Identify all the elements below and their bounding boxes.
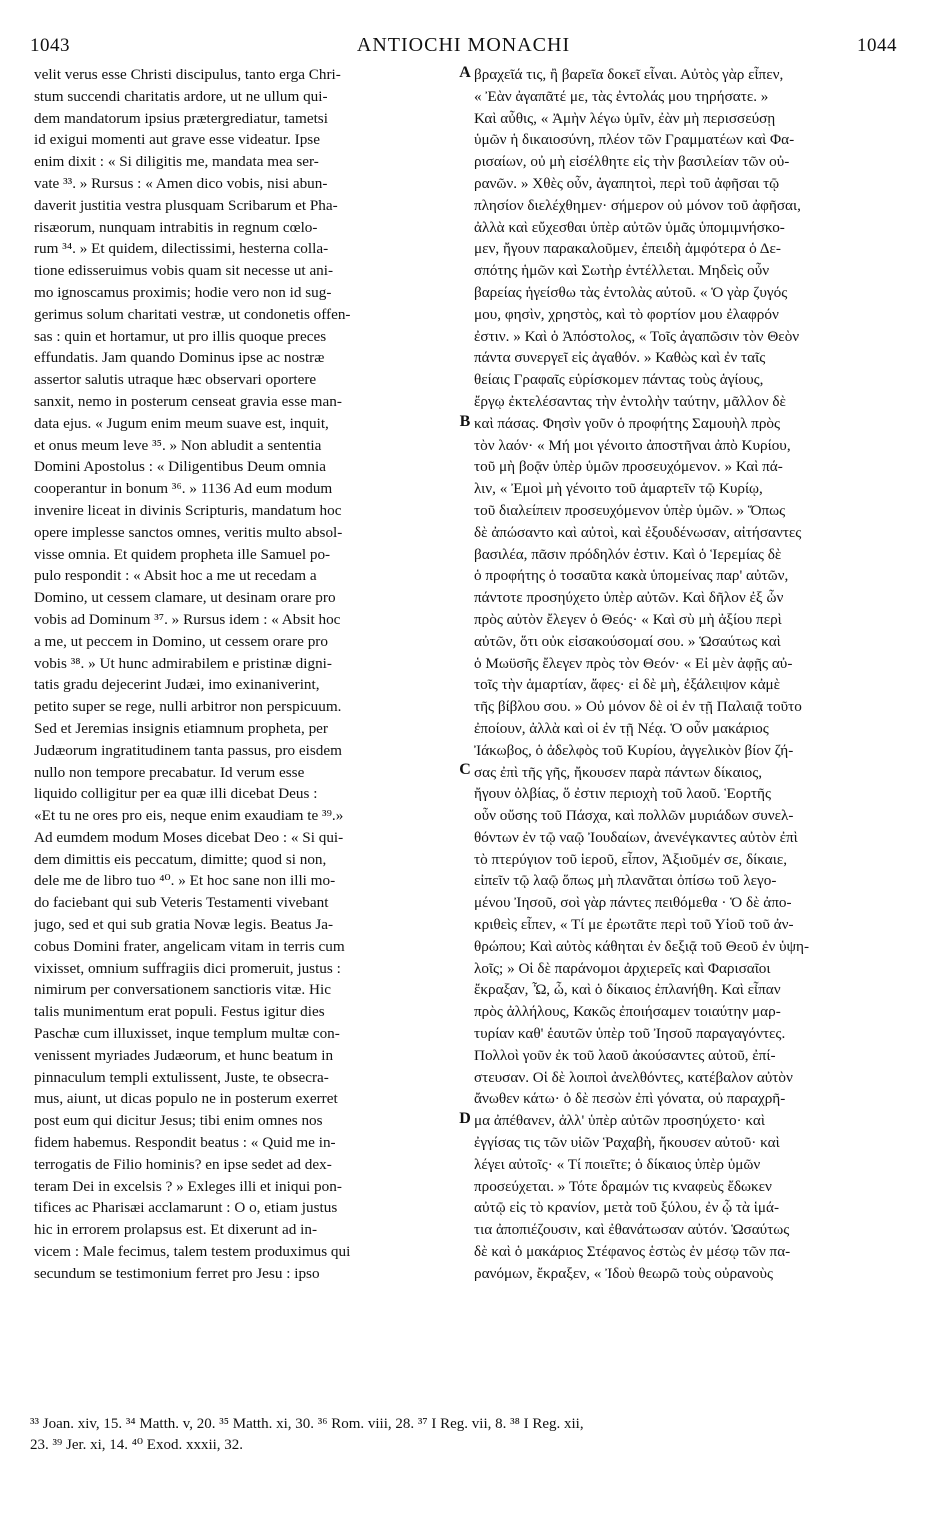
latin-text-line: sas : quin et hortamur, ut pro illis quoque preces (34, 327, 327, 345)
latin-text-line: mus, aiunt, ut dicas populo ne in posterum exerret (34, 1090, 338, 1108)
latin-text-line: Judæorum ingratitudinem tanta passus, pro eisdem (34, 741, 342, 759)
latin-text-line: pinnaculum templi extulissent, Juste, te obsecra- (34, 1068, 329, 1086)
greek-text-line: ἤγουν ὀλβίας, ὅ ἐστιν περιοχὴ τοῦ λαοῦ. Ἑορτῆς (474, 785, 771, 803)
latin-text-line: secundum se testimonium ferret pro Jesu : ipso (34, 1264, 320, 1282)
footnote-line: ³³ Joan. xiv, 15. ³⁴ Matth. v, 20. ³⁵ Matth. xi, 30. ³⁶ Rom. viii, 28. ³⁷ I Reg. vii, 8. ³⁸ I Reg. xii, (30, 1416, 584, 1432)
greek-text-line: ἐποίουν, ἀλλὰ καὶ οἱ ἐν τῇ Νέᾳ. Ὁ οὖν μακάριος (474, 719, 769, 737)
greek-text-line: καὶ πάσας. Φησὶν γοῦν ὁ προφήτης Σαμουὴλ πρὸς (474, 414, 781, 432)
latin-text-line: talis munimentum erat populi. Festus igitur dies (34, 1003, 325, 1021)
latin-text-line: nullo non tempore precabatur. Id verum esse (34, 763, 305, 781)
greek-text-line: μένου Ἰησοῦ, σοὶ γὰρ πάντες πειθόμεθα · Ὁ δὲ ἀπο- (474, 894, 792, 912)
greek-text-line: « Ἐὰν ἀγαπᾶτέ με, τὰς ἐντολάς μου τηρήσατε. » (474, 87, 769, 105)
greek-text-line: ὁ προφήτης ὁ τοσαῦτα κακὰ ὑπομείνας παρ' αὐτῶν, (474, 567, 789, 585)
greek-text-line: λοῖς; » Οἱ δὲ παράνομοι ἀρχιερεῖς καὶ Φαρισαῖοι (474, 959, 771, 977)
latin-text-line: Sed et Jeremias insignis etiamnum propheta, per (34, 719, 328, 737)
latin-text-line: a me, ut peccem in Domino, ut cessem orare pro (34, 632, 328, 650)
latin-text-line: assertor salutis utraque hæc observari oportere (34, 371, 317, 389)
margin-marker-a: A (459, 64, 471, 81)
latin-text-line: liquido colligitur per ea quæ illi dicebat Deus : (34, 785, 318, 803)
margin-marker-c: C (459, 761, 471, 778)
latin-text-line: tifices ac Pharisæi acclamarunt : O o, etiam justus (34, 1199, 338, 1217)
latin-text-line: Ad eumdem modum Moses dicebat Deo : « Si qui- (34, 828, 344, 846)
running-header (30, 34, 897, 62)
latin-text-line: visse omnia. Et quidem propheta ille Samuel po- (34, 545, 331, 563)
latin-text-line: vicem : Male fecimus, talem testem produximus qui (34, 1243, 351, 1261)
latin-text-line: «Et tu ne ores pro eis, neque enim exaudiam te ³⁹.» (34, 807, 344, 825)
latin-text-line: daverit justitia vestra plusquam Scribarum et Pha- (34, 196, 338, 214)
greek-text-line: λιν, « Ἐμοὶ μὴ γένοιτο τοῦ ἁμαρτεῖν τῷ Κυρίῳ, (474, 480, 763, 498)
latin-text-line: vobis ad Dominum ³⁷. » Rursus idem : « Absit hoc (34, 610, 341, 628)
greek-text-line: ἐγγίσας τις τῶν υἱῶν Ῥαχαβὴ, ἤκουσεν αὐτοῦ· καὶ (474, 1134, 780, 1152)
margin-marker-d: D (459, 1110, 471, 1127)
greek-text-line: προσεύχεται. » Τότε δραμών τις κναφεὺς ἔδωκεν (474, 1177, 772, 1195)
latin-text-line: gerimus solum charitati vestræ, ut condonetis offen- (34, 305, 351, 323)
greek-text-line: θόντων ἐν τῷ ναῷ Ἰουδαίων, ἀνενέγκαντες αὐτὸν ἐπὶ (474, 828, 798, 846)
latin-text-line: post eum qui dicitur Jesus; tibi enim omnes nos (34, 1112, 323, 1130)
greek-text-line: τοῖς τὴν ἁμαρτίαν, ἄφες· εἰ δὲ μὴ, ἐξάλειψον κἀμὲ (474, 676, 781, 694)
latin-text-line: mo ignoscamus proximis; hodie vero non id sug- (34, 283, 332, 301)
greek-column (474, 64, 904, 1394)
latin-text-line: vixisset, omnium suffragiis dici promeruit, justus : (34, 959, 341, 977)
greek-text-line: λέγει αὐτοῖς· « Τί ποιεῖτε; ὁ δίκαιος ὑπὲρ ὑμῶν (474, 1155, 761, 1173)
latin-text-line: invenire liceat in divinis Scripturis, mandatum hoc (34, 501, 342, 519)
page-number-left: 1043 (30, 35, 70, 56)
footnotes (30, 1414, 897, 1456)
greek-text-line: βαρείας ἡγείσθω τὰς ἐντολὰς αὐτοῦ. « Ὁ γὰρ ζυγός (474, 283, 788, 301)
greek-text-line: οὖν οὔσης τοῦ Πάσχα, καὶ πολλῶν μυριάδων συνελ- (474, 807, 794, 825)
greek-text-line: σας ἐπὶ τῆς γῆς, ἤκουσεν παρὰ πάντων δίκαιος, (474, 763, 763, 781)
greek-text-line: τῆς βίβλου σου. » Οὐ μόνον δὲ οἱ ἐν τῇ Παλαιᾷ τοῦτο (474, 698, 802, 716)
latin-text-line: stum succendi charitatis ardore, ut ne ullum qui- (34, 87, 328, 105)
latin-text-line: do faciebant qui sub Veteris Testamenti vivebant (34, 894, 329, 912)
greek-text-line: Καὶ αὖθις, « Ἀμὴν λέγω ὑμῖν, ἐὰν μὴ περισσεύσῃ (474, 109, 776, 127)
greek-text-line: στευσαν. Οἱ δὲ λοιποὶ ἀνελθόντες, κατέβαλον αὐτὸν (474, 1068, 793, 1086)
latin-text-line: hic in errorem prolapsus est. Et dixerunt ad in- (34, 1221, 318, 1239)
greek-text-line: ἔργῳ ἐκτελέσαντας τὴν ἐντολὴν ταύτην, μᾶλλον δὲ (474, 392, 786, 410)
greek-text-line: εἰπεῖν τῷ λαῷ ὅπως μὴ πλανᾶται ὀπίσω τοῦ λεγο- (474, 872, 777, 890)
latin-text-line: et onus meum leve ³⁵. » Non abludit a sententia (34, 436, 322, 454)
latin-column (34, 64, 456, 1394)
latin-text-line: rum ³⁴. » Et quidem, dilectissimi, hesterna colla- (34, 240, 329, 258)
latin-text-line: effundatis. Jam quando Dominus ipse ac nostræ (34, 349, 325, 367)
greek-text-line: πλησίον διελέχθημεν· σήμερον οὐ μόνον τοῦ ἀφῆσαι, (474, 196, 801, 214)
greek-text-line: θρώπου; Καὶ αὐτὸς κάθηται ἐν δεξιᾷ τοῦ Θεοῦ ἐν ὑψη- (474, 937, 810, 955)
latin-text-line: opere implesse sanctos omnes, veritis multo absol- (34, 523, 343, 541)
greek-text-line: δὲ ἀπώσαντο καὶ αὐτοὶ, καὶ ἐξουδένωσαν, αἰτήσαντες (474, 523, 802, 541)
latin-text-line: dem dimittis eis peccatum, dimitte; quod si non, (34, 850, 327, 868)
latin-text-line: id exigui momenti aut grave esse videatur. Ipse (34, 131, 320, 149)
greek-text-line: Ἰάκωβος, ὁ ἀδελφὸς τοῦ Κυρίου, ἀγγελικὸν βίον ζή- (474, 741, 794, 759)
latin-text-line: terrogatis de Filio hominis? en ipse sedet ad dex- (34, 1155, 332, 1173)
greek-text-line: τὸν λαόν· « Μή μοι γένοιτο ἀποστῆναι ἀπὸ Κυρίου, (474, 436, 791, 454)
latin-text-line: risæorum, nunquam intrabitis in regnum cœlo- (34, 218, 318, 236)
greek-text-line: ὁ Μωϋσῆς ἔλεγεν πρὸς τὸν Θεόν· « Εἰ μὲν ἀφῇς αὐ- (474, 654, 793, 672)
margin-marker-b: B (459, 413, 471, 430)
greek-text-line: πάντοτε προσηύχετο ὑπὲρ αὐτῶν. Καὶ δῆλον ἐξ ὧν (474, 589, 784, 607)
greek-text-line: ρανῶν. » Χθὲς οὖν, ἀγαπητοὶ, περὶ τοῦ ἀφῆσαι τῷ (474, 174, 780, 192)
greek-text-line: πάντα συνεργεῖ εἰς ἀγαθόν. » Καθὼς καὶ ἐν ταῖς (474, 349, 766, 367)
footnote-line: 23. ³⁹ Jer. xi, 14. ⁴⁰ Exod. xxxii, 32. (30, 1437, 244, 1453)
greek-text-line: τοῦ διαλείπειν προσευχόμενον ὑπὲρ ὑμῶν. » Ὅπως (474, 501, 786, 519)
latin-text-line: enim dixit : « Si diligitis me, mandata mea ser- (34, 153, 319, 171)
greek-text-line: ἔκραξαν, Ὦ, ὦ, καὶ ὁ δίκαιος ἐπλανήθη. Καὶ εἶπαν (474, 981, 781, 999)
greek-text-line: πρὸς ἀλλήλους, Κακῶς ἐποιήσαμεν τοιαύτην μαρ- (474, 1003, 781, 1021)
greek-text-line: αὐτῷ εἰς τὸ κρανίον, μετὰ τοῦ ξύλου, ἐν ᾧ τὰ ἱμά- (474, 1199, 780, 1217)
greek-text-line: τια ἀποπιέζουσιν, καὶ ἐθανάτωσαν αὐτόν. Ὡσαύτως (474, 1221, 790, 1239)
latin-text-line: dem mandatorum ipsius prætergrediatur, tametsi (34, 109, 328, 127)
greek-text-line: τὸ πτερύγιον τοῦ ἱεροῦ, εἶπον, Ἀξιοῦμέν σε, δίκαιε, (474, 850, 788, 868)
greek-text-line: Πολλοὶ γοῦν ἐκ τοῦ λαοῦ ἀκούσαντες αὐτοῦ, ἐπί- (474, 1046, 776, 1064)
greek-text-line: ἀλλὰ καὶ εὔχεσθαι ὑπὲρ αὐτῶν ὑμᾶς ὑπομιμνήσκο- (474, 218, 785, 236)
greek-text-line: ὑμῶν ἡ δικαιοσύνη, πλέον τῶν Γραμματέων καὶ Φα- (474, 131, 795, 149)
latin-text-line: sanxit, nemo in posterum censeat gravia esse man- (34, 392, 342, 410)
latin-text-line: pulo respondit : « Absit hoc a me ut recedam a (34, 567, 317, 585)
latin-text-line: jugo, sed et qui sub gratia Novæ legis. Beatus Ja- (34, 916, 334, 934)
greek-text-line: σπότης ἡμῶν καὶ Σωτὴρ ἐντέλλεται. Μηδεὶς οὖν (474, 262, 770, 280)
latin-text-line: Domini Apostolus : « Diligentibus Deum omnia (34, 458, 326, 476)
greek-text-line: ἐστιν. » Καὶ ὁ Ἀπόστολος, « Τοῖς ἀγαπῶσιν τὸν Θεὸν (474, 327, 800, 345)
greek-text-line: κριθεὶς εἶπεν, « Τί με ἐρωτᾶτε περὶ τοῦ Υἱοῦ τοῦ ἀν- (474, 916, 794, 934)
latin-text-line: data ejus. « Jugum enim meum suave est, inquit, (34, 414, 329, 432)
greek-text-line: μα ἀπέθανεν, ἀλλ' ὑπὲρ αὐτῶν προσηύχετο· καὶ (474, 1112, 765, 1130)
latin-text-line: tione edisseruimus vobis quam sit necesse ut ani- (34, 262, 334, 280)
greek-text-line: βασιλέα, πᾶσιν πρόδηλόν ἐστιν. Καὶ ὁ Ἱερεμίας δὲ (474, 545, 782, 563)
running-title: ANTIOCHI MONACHI (356, 34, 571, 56)
greek-text-line: βραχεῖά τις, ἢ βαρεῖα δοκεῖ εἶναι. Αὐτὸς γὰρ εἶπεν, (474, 66, 784, 83)
greek-text-line: δὲ καὶ ὁ μακάριος Στέφανος ἑστὼς ἐν μέσῳ τῶν πα- (474, 1243, 791, 1261)
greek-text-line: ρισαίων, οὐ μὴ εἰσέλθητε εἰς τὴν βασιλείαν τῶν οὐ- (474, 153, 790, 171)
greek-text-line: ρανόμων, ἔκραξεν, « Ἰδοὺ θεωρῶ τοὺς οὐρανοὺς (474, 1264, 774, 1282)
greek-text-line: πρὸς αὐτὸν ἔλεγεν ὁ Θεός· « Καὶ σὺ μὴ ἀξίου περὶ (474, 610, 782, 628)
greek-text-line: τοῦ μὴ βοᾷν ὑπὲρ ὑμῶν προσευχόμενον. » Καὶ πά- (474, 458, 783, 476)
greek-text-line: τυρίαν καθ' ἑαυτῶν ὑπὲρ τοῦ Ἰησοῦ παραγαγόντες. (474, 1025, 786, 1043)
latin-text-line: cobus Domini frater, angelicam vitam in terris cum (34, 937, 345, 955)
latin-text-line: cooperantur in bonum ³⁶. » 1136 Ad eum modum (34, 480, 333, 498)
latin-text-line: nimirum per conversationem sanctioris vitæ. Hic (34, 981, 331, 999)
latin-text-line: venissent myriades Judæorum, et hunc beatum in (34, 1046, 334, 1064)
latin-text-line: vate ³³. » Rursus : « Amen dico vobis, nisi abun- (34, 174, 328, 192)
greek-text-line: θείαις Γραφαῖς εὑρίσκομεν πάντας τοὺς ἁγίους, (474, 371, 764, 389)
latin-text-line: petito super se rege, nulli arbitror non perspicuum. (34, 698, 342, 716)
latin-text-line: velit verus esse Christi discipulus, tanto erga Chri- (34, 66, 341, 83)
page-number-right: 1044 (857, 35, 897, 56)
latin-text-line: teram Dei in excelsis ? » Exleges illi et iniqui pon- (34, 1177, 342, 1195)
greek-text-line: μεν, ἤγουν παρακαλοῦμεν, ἐπειδὴ ἀμφότερα ὁ Δε- (474, 240, 781, 258)
latin-text-line: dele me de libro tuo ⁴⁰. » Et hoc sane non illi mo- (34, 872, 336, 890)
greek-text-line: ἄνωθεν κάτω· ὁ δὲ πεσὼν ἐπὶ γόνατα, οὐ παραχρῆ- (474, 1090, 786, 1108)
latin-text-line: vobis ³⁸. » Ut hunc admirabilem e pristinæ digni- (34, 654, 332, 672)
latin-text-line: Domino, ut cessem clamare, ut desinam orare pro (34, 589, 336, 607)
greek-text-line: μου, φησὶν, χρηστὸς, καὶ τὸ φορτίον μου ἐλαφρόν (474, 305, 779, 323)
greek-text-line: αὐτῶν, ὅτι οὐκ εἰσακούσομαί σου. » Ὡσαύτως καὶ (474, 632, 781, 650)
latin-text-line: Paschæ cum illuxisset, inque templum multæ con- (34, 1025, 340, 1043)
latin-text-line: fidem habemus. Respondit beatus : « Quid me in- (34, 1134, 336, 1152)
latin-text-line: tatis gradu dejecerint Judæi, imo exinaniverint, (34, 676, 320, 694)
